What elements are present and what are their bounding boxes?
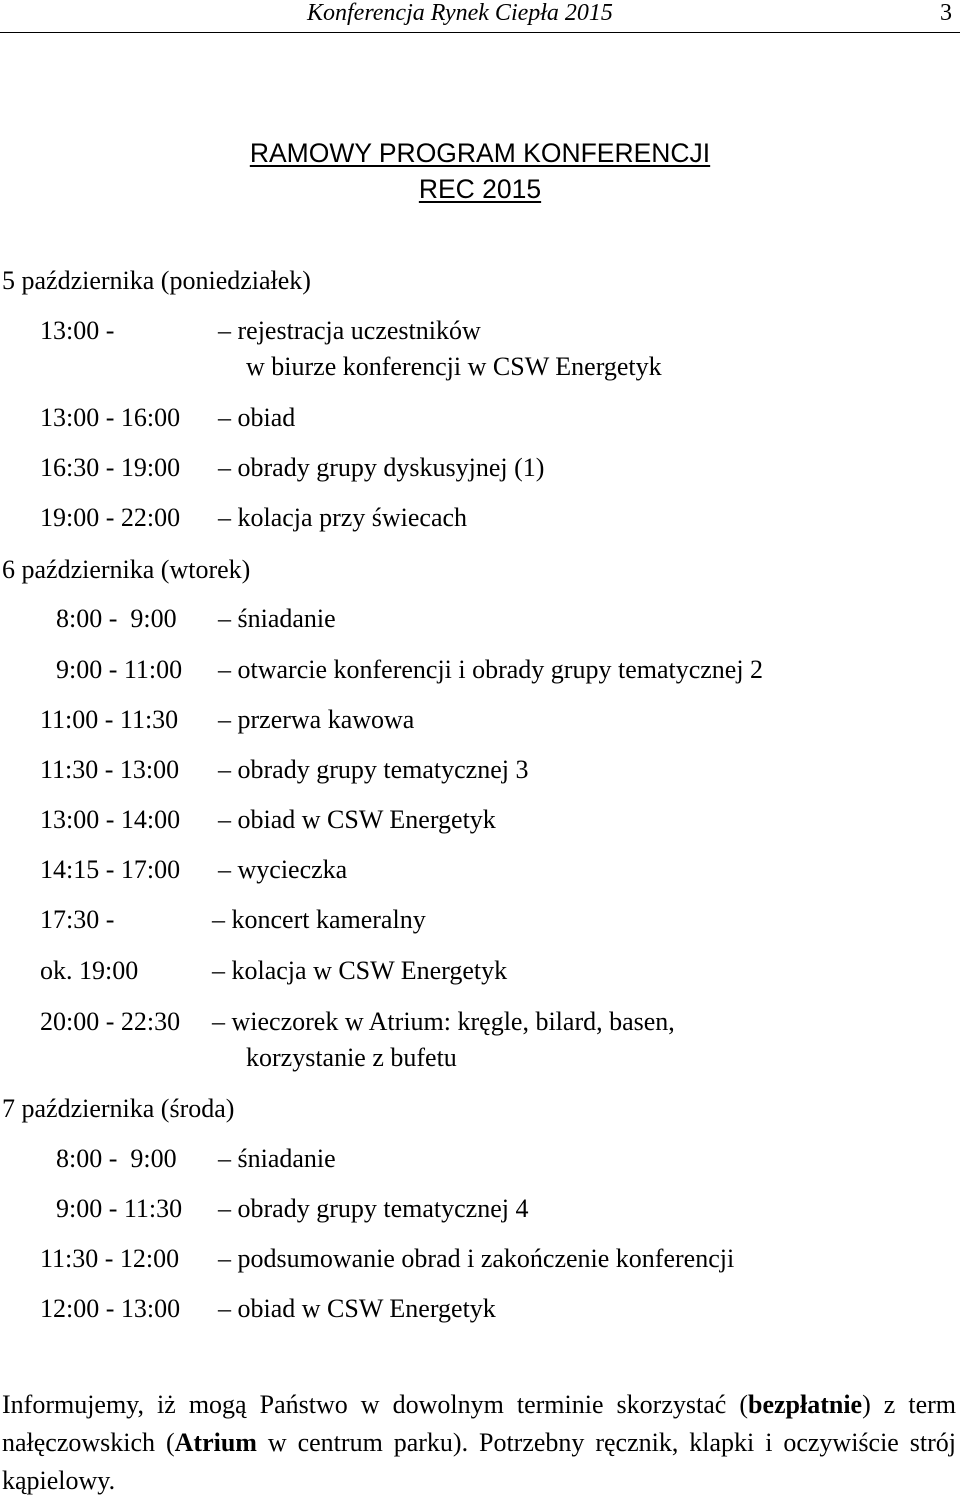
day-heading: 7 października (środa)	[2, 1094, 235, 1123]
schedule-activity: – rejestracja uczestników	[218, 316, 481, 345]
schedule-time: 11:00 - 11:30	[40, 705, 179, 734]
schedule-activity-continuation: w biurze konferencji w CSW Energetyk	[246, 352, 662, 381]
info-paragraph	[2, 1386, 956, 1500]
schedule-activity: – podsumowanie obrad i zakończenie konferencji	[218, 1244, 735, 1273]
schedule-activity: – wieczorek w Atrium: kręgle, bilard, basen,	[212, 1007, 675, 1036]
schedule-activity: – otwarcie konferencji i obrady grupy tematycznej 2	[218, 655, 764, 684]
schedule-time: 20:00 - 22:30	[40, 1007, 181, 1036]
schedule-time: 8:00 - 9:00	[56, 604, 177, 633]
schedule-activity: – śniadanie	[218, 1144, 336, 1173]
schedule-activity: – przerwa kawowa	[218, 705, 415, 734]
schedule-activity-continuation: korzystanie z bufetu	[246, 1043, 457, 1072]
schedule-time: 13:00 -	[40, 316, 115, 345]
schedule-time: 13:00 - 16:00	[40, 403, 181, 432]
schedule-time: 11:30 - 13:00	[40, 755, 180, 784]
schedule-time: 19:00 - 22:00	[40, 503, 181, 532]
schedule-activity: – śniadanie	[218, 604, 336, 633]
page-number: 3	[940, 0, 952, 26]
header-title: Konferencja Rynek Ciepła 2015	[307, 0, 613, 26]
schedule-time: 11:30 - 12:00	[40, 1244, 180, 1273]
info-bold-atrium: Atrium	[174, 1428, 257, 1457]
info-text: Informujemy, iż mogą Państwo w dowolnym terminie skorzystać (	[2, 1390, 748, 1419]
program-title-line1: RAMOWY PROGRAM KONFERENCJI	[249, 138, 711, 168]
schedule-time: 16:30 - 19:00	[40, 453, 181, 482]
schedule-activity: – obiad w CSW Energetyk	[218, 1294, 496, 1323]
page-header	[0, 0, 960, 33]
program-title-line2: REC 2015	[418, 174, 542, 204]
schedule-activity: – kolacja przy świecach	[218, 503, 468, 532]
schedule-time: 14:15 - 17:00	[40, 855, 181, 884]
schedule-time: 12:00 - 13:00	[40, 1294, 181, 1323]
schedule-activity: – obrady grupy dyskusyjnej (1)	[218, 453, 545, 482]
schedule-activity: – obiad	[218, 403, 296, 432]
info-text: w centrum parku). Potrzebny ręcznik, klapki i oczywiście strój kąpielowy.	[2, 1428, 957, 1495]
schedule-activity: – wycieczka	[218, 855, 348, 884]
schedule-time: 9:00 - 11:30	[56, 1194, 183, 1223]
schedule-activity: – kolacja w CSW Energetyk	[212, 956, 508, 985]
day-heading: 6 października (wtorek)	[2, 555, 251, 584]
schedule-time: 17:30 -	[40, 905, 115, 934]
schedule-time: 8:00 - 9:00	[56, 1144, 177, 1173]
schedule-time: 9:00 - 11:00	[56, 655, 183, 684]
schedule-time: 13:00 - 14:00	[40, 805, 181, 834]
schedule-activity: – obiad w CSW Energetyk	[218, 805, 496, 834]
info-text: ) z term nałęczowskich (	[2, 1390, 957, 1457]
schedule-activity: – obrady grupy tematycznej 3	[218, 755, 529, 784]
schedule-activity: – obrady grupy tematycznej 4	[218, 1194, 529, 1223]
schedule-activity: – koncert kameralny	[212, 905, 426, 934]
day-heading: 5 października (poniedziałek)	[2, 266, 311, 295]
schedule-time: ok. 19:00	[40, 956, 139, 985]
info-bold-free: bezpłatnie	[747, 1390, 863, 1419]
